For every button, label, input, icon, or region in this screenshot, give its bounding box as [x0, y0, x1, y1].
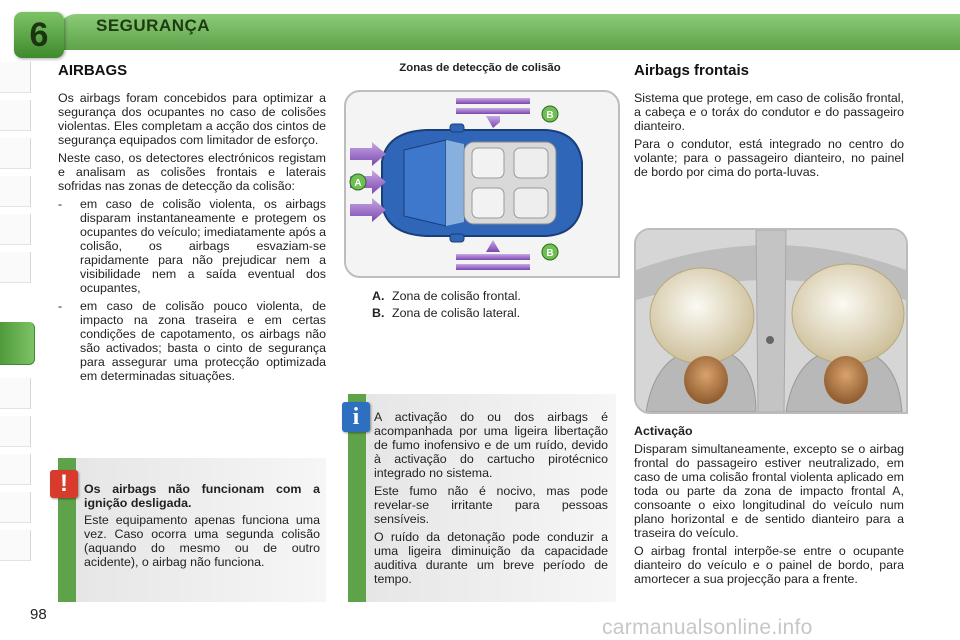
list-item: - em caso de colisão violenta, os airbags disparam instantaneamente e protegem os ocupantes do veículo; imediatamente após a colisão, os airbags esvaziam-se rapidamente para não prejudicar nem a visibilidade nem a saída eventual dos ocupantes, [58, 197, 326, 295]
activation-paragraph: Disparam simultaneamente, excepto se o airbag frontal do passageiro estiver neutralizado, em caso de uma colisão frontal violenta aplicado em toda ou parte da zona de impacto frontal A, consoante o eixo longitudinal do veículo num plano horizontal e de sentido dianteiro para a traseira do veículo. [634, 442, 904, 540]
airbags-deployed-illustration [636, 230, 906, 412]
warning-icon: ! [50, 470, 78, 498]
page-number: 98 [30, 606, 47, 623]
page-title: SEGURANÇA [96, 16, 211, 35]
frontal-paragraph: Para o condutor, está integrado no centro do volante; para o passageiro dianteiro, no painel de bordo por cima do porta-luvas. [634, 137, 904, 179]
bullet-marker: - [58, 299, 63, 313]
frontal-paragraph: Sistema que protege, em caso de colisão frontal, a cabeça e o toráx do condutor e do passageiro dianteiro. [634, 91, 904, 133]
activation-section [634, 424, 904, 590]
chapter-tab[interactable] [0, 100, 31, 131]
driver-airbag [650, 268, 754, 364]
zones-section [344, 62, 616, 86]
side-zone-arrows-bottom [456, 240, 530, 270]
chapter-tab[interactable] [0, 214, 31, 245]
zones-legend [372, 288, 612, 322]
passenger-airbag [792, 264, 904, 364]
zone-b-label: B [546, 248, 554, 259]
airbags-section [58, 62, 326, 387]
chapter-tab[interactable] [0, 454, 31, 485]
chapter-badge: 6 [14, 12, 64, 58]
collision-zones-figure [344, 90, 620, 278]
chapter-tab[interactable] [0, 416, 31, 447]
side-zone-arrows-top [456, 98, 530, 128]
driver-head [684, 356, 728, 404]
legend-item: A. Zona de colisão frontal. [372, 289, 521, 303]
passenger-head [824, 356, 868, 404]
warning-text: Este equipamento apenas funciona uma vez. Caso ocorra uma segunda colisão (aquando do mesmo ou de outro acidente), o airbag não funciona. [84, 513, 320, 569]
airbags-bullet-list [58, 197, 326, 383]
chapter-tab-active[interactable] [0, 322, 35, 365]
frontal-airbags-figure [634, 228, 908, 414]
zones-figure-title: Zonas de detecção de colisão [399, 62, 561, 74]
list-item: - em caso de colisão pouco violenta, de impacto na zona traseira e em certas condições de capotamento, os airbags não são activados; basta o cinto de segurança para assegurar uma protecção optimizada em determinadas situações. [58, 299, 326, 383]
info-paragraph: O ruído da detonação pode conduzir a uma ligeira diminuição da capacidade auditiva durante um breve período de tempo. [374, 530, 608, 586]
chapter-tab[interactable] [0, 62, 31, 93]
bullet-marker: - [58, 197, 63, 211]
airbags-detectors: Neste caso, os detectores electrónicos registam e analisam as colisões frontais e laterais sofridas nas zonas de detecção da colisão: [58, 151, 326, 193]
chapter-tab[interactable] [0, 252, 31, 283]
info-box [348, 394, 616, 602]
info-icon: i [342, 402, 370, 432]
chapter-tab[interactable] [0, 138, 31, 169]
chapter-tab[interactable] [0, 176, 31, 207]
activation-heading: Activação [634, 424, 693, 438]
chapter-tab[interactable] [0, 530, 31, 561]
airbags-heading: AIRBAGS [58, 62, 128, 79]
frontal-heading: Airbags frontais [634, 62, 750, 79]
chapter-tab[interactable] [0, 492, 31, 523]
chapter-tabs [0, 62, 36, 582]
info-paragraph: Este fumo não é nocivo, mas pode revelar-se irritante para pessoas sensíveis. [374, 484, 608, 526]
zone-a-label: A [354, 178, 362, 189]
warning-title: Os airbags não funcionam com a ignição desligada. [84, 482, 320, 510]
frontal-airbags-section [634, 62, 904, 183]
car-top-view-illustration [346, 92, 618, 276]
legend-item: B. Zona de colisão lateral. [372, 306, 521, 320]
activation-paragraph: O airbag frontal interpõe-se entre o ocupante dianteiro do veículo e o painel de bordo, para amortecer a sua projecção para a frente. [634, 544, 904, 586]
info-paragraph: A activação do ou dos airbags é acompanhada por uma ligeira libertação de fumo inofensivo e de um ruído, devido à activação do cartucho pirotécnico integrado no sistema. [374, 410, 608, 480]
zone-b-label: B [546, 110, 554, 121]
airbags-intro: Os airbags foram concebidos para optimizar a segurança dos ocupantes no caso de colisões violentas. Eles completam a acção dos cintos de segurança equipados com limitador de esforço. [58, 91, 326, 147]
warning-box [58, 458, 326, 602]
chapter-tab[interactable] [0, 378, 31, 409]
watermark: carmanualsonline.info [602, 616, 813, 639]
